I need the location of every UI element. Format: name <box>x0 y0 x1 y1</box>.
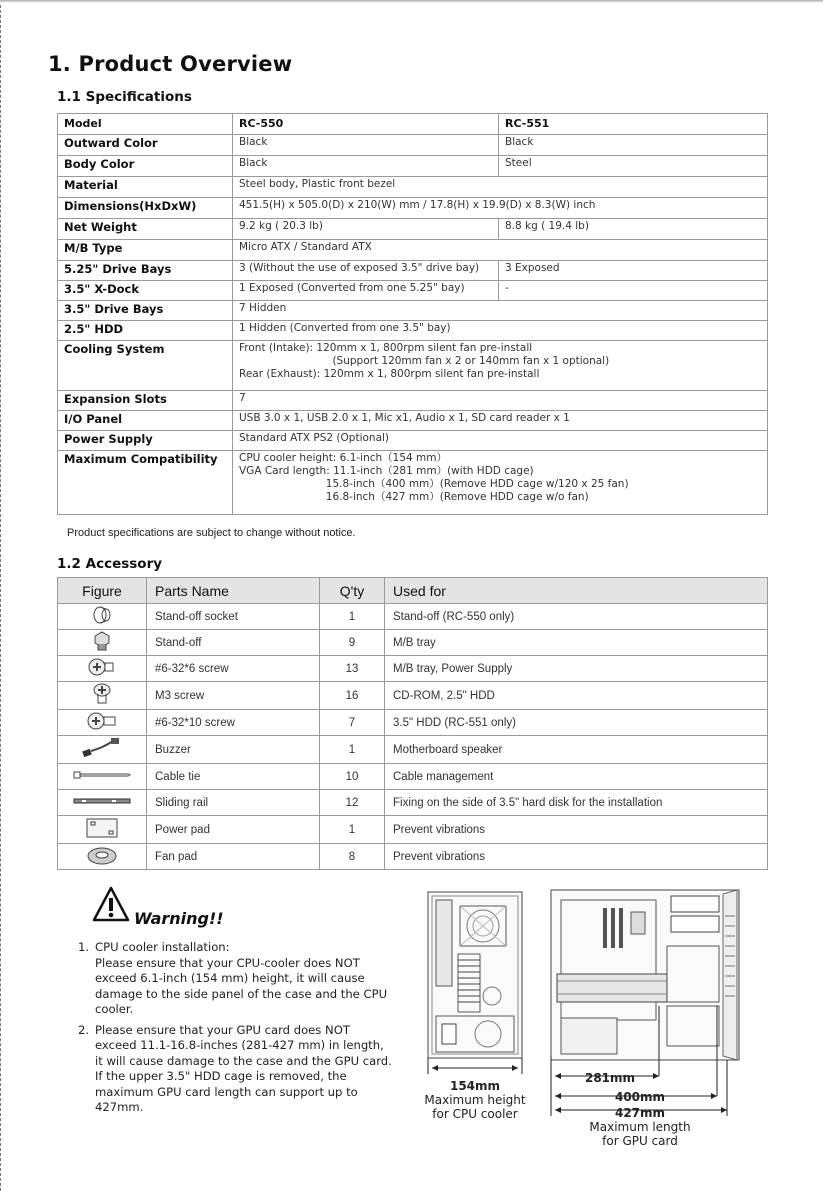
part-use: M/B tray <box>385 630 768 656</box>
case-rear-view-diagram <box>420 888 530 1078</box>
spec-label: 3.5" X-Dock <box>58 281 233 301</box>
col-figure: Figure <box>58 578 147 604</box>
part-name: Stand-off socket <box>147 604 320 630</box>
table-row <box>58 816 768 844</box>
part-qty: 7 <box>320 710 385 736</box>
spec-value: Front (Intake): 120mm x 1, 800rpm silent fan pre-install (Support 120mm fan x 2 or 140mm fan x 1 optional) Rear (Exhaust): 120mm x 1, 800rpm silent fan pre-install <box>233 341 768 391</box>
warning-icon <box>92 886 130 922</box>
spec-row <box>58 321 768 341</box>
spec-value: 7 Hidden <box>233 301 768 321</box>
side-dimension-label <box>580 1106 700 1148</box>
warning-item <box>78 940 393 1018</box>
top-rule <box>0 0 823 3</box>
spec-value: Steel body, Plastic front bezel <box>233 177 768 198</box>
warning-item-number: 2. <box>78 1022 90 1037</box>
spec-row <box>58 281 768 301</box>
accessory-header-row <box>58 578 768 604</box>
spec-label: Body Color <box>58 156 233 177</box>
side-caption-line1: Maximum length <box>589 1120 691 1134</box>
spec-row <box>58 431 768 451</box>
spec-row <box>58 341 768 391</box>
cable-tie-icon <box>72 769 132 781</box>
spec-row <box>58 156 768 177</box>
spec-label: Cooling System <box>58 341 233 391</box>
col-used-for: Used for <box>385 578 768 604</box>
table-row <box>58 736 768 764</box>
warning-item-text: Please ensure that your GPU card does NOT exceed 11.1-16.8-inches (281-427 mm) in length, it will cause damage to the case and the GPU card. If the upper 3.5" HDD cage is removed, the maximum GPU card length can support up to 427mm. <box>95 1022 392 1114</box>
table-row <box>58 844 768 870</box>
rear-dimension-label <box>405 1079 545 1121</box>
spec-header-col1: RC-550 <box>233 114 499 135</box>
part-use: Fixing on the side of 3.5" hard disk for the installation <box>385 790 768 816</box>
part-use: Cable management <box>385 764 768 790</box>
spec-value: Black <box>233 135 499 156</box>
side-dim-3: 427mm <box>614 1106 666 1120</box>
part-name: Buzzer <box>147 736 320 764</box>
part-use: 3.5" HDD (RC-551 only) <box>385 710 768 736</box>
part-qty: 13 <box>320 656 385 682</box>
table-row <box>58 710 768 736</box>
m3-screw-icon <box>90 682 114 706</box>
part-qty: 1 <box>320 816 385 844</box>
spec-value: 3 Exposed <box>499 261 768 281</box>
side-dim-1: 281mm <box>584 1071 636 1085</box>
fan-pad-icon <box>85 844 119 866</box>
specifications-heading: 1.1 Specifications <box>57 89 192 105</box>
rear-dim: 154mm <box>449 1079 501 1093</box>
table-row <box>58 790 768 816</box>
power-pad-icon <box>83 816 121 840</box>
spec-label: Expansion Slots <box>58 391 233 411</box>
spec-value: 9.2 kg ( 20.3 lb) <box>233 219 499 240</box>
buzzer-icon <box>79 736 125 760</box>
spec-row <box>58 451 768 515</box>
spec-row <box>58 219 768 240</box>
page-edge <box>0 0 1 1191</box>
table-row <box>58 764 768 790</box>
warning-item-detail: Please ensure that your CPU-cooler does NOT exceed 6.1-inch (154 mm) height, it will cause damage to the side panel of the case and the CPU cooler. <box>95 955 388 1016</box>
part-qty: 16 <box>320 682 385 710</box>
part-name: Sliding rail <box>147 790 320 816</box>
part-name: Power pad <box>147 816 320 844</box>
spec-value: Black <box>499 135 768 156</box>
spec-note: Product specifications are subject to change without notice. <box>67 527 356 539</box>
spec-value: 1 Exposed (Converted from one 5.25" bay) <box>233 281 499 301</box>
part-name: Stand-off <box>147 630 320 656</box>
part-name: Fan pad <box>147 844 320 870</box>
part-name: #6-32*10 screw <box>147 710 320 736</box>
spec-row <box>58 198 768 219</box>
accessory-table <box>57 577 768 870</box>
part-name: #6-32*6 screw <box>147 656 320 682</box>
spec-value: Steel <box>499 156 768 177</box>
spec-value: Standard ATX PS2 (Optional) <box>233 431 768 451</box>
spec-row <box>58 391 768 411</box>
screw-632-6-icon <box>86 656 118 678</box>
spec-row <box>58 411 768 431</box>
spec-value: CPU cooler height: 6.1-inch（154 mm） VGA Card length: 11.1-inch（281 mm）(with HDD cage) 15.8-inch（400 mm）(Remove HDD cage w/120 x 25 fan) 16.8-inch（427 mm）(Remove HDD cage w/o fan) <box>233 451 768 515</box>
table-row <box>58 604 768 630</box>
spec-header-row <box>58 114 768 135</box>
spec-label: 3.5" Drive Bays <box>58 301 233 321</box>
spec-row <box>58 177 768 198</box>
warning-item-number: 1. <box>78 940 90 954</box>
table-row <box>58 656 768 682</box>
spec-row <box>58 261 768 281</box>
spec-row <box>58 135 768 156</box>
col-qty: Q'ty <box>320 578 385 604</box>
spec-label: 2.5" HDD <box>58 321 233 341</box>
spec-value: 8.8 kg ( 19.4 lb) <box>499 219 768 240</box>
spec-value: - <box>499 281 768 301</box>
spec-label: 5.25" Drive Bays <box>58 261 233 281</box>
spec-row <box>58 240 768 261</box>
accessory-heading: 1.2 Accessory <box>57 556 163 572</box>
spec-value: Black <box>233 156 499 177</box>
warning-list <box>78 940 393 1121</box>
spec-value: Micro ATX / Standard ATX <box>233 240 768 261</box>
spec-header-col2: RC-551 <box>499 114 768 135</box>
part-use: Motherboard speaker <box>385 736 768 764</box>
spec-label: Net Weight <box>58 219 233 240</box>
spec-value: 451.5(H) x 505.0(D) x 210(W) mm / 17.8(H) x 19.9(D) x 8.3(W) inch <box>233 198 768 219</box>
table-row <box>58 630 768 656</box>
part-qty: 1 <box>320 736 385 764</box>
part-use: Prevent vibrations <box>385 844 768 870</box>
spec-row <box>58 301 768 321</box>
table-row <box>58 682 768 710</box>
rear-caption-line2: for CPU cooler <box>432 1107 518 1121</box>
spec-label: Maximum Compatibility <box>58 451 233 515</box>
side-dim-2: 400mm <box>614 1090 666 1104</box>
spec-label: M/B Type <box>58 240 233 261</box>
spec-label: Outward Color <box>58 135 233 156</box>
screw-632-10-icon <box>85 710 119 732</box>
col-parts-name: Parts Name <box>147 578 320 604</box>
part-qty: 1 <box>320 604 385 630</box>
spec-header-label: Model <box>58 114 233 135</box>
spec-value: 7 <box>233 391 768 411</box>
spec-label: I/O Panel <box>58 411 233 431</box>
spec-value: USB 3.0 x 1, USB 2.0 x 1, Mic x1, Audio x 1, SD card reader x 1 <box>233 411 768 431</box>
standoff-icon <box>87 630 117 652</box>
warning-item-text: CPU cooler installation: <box>95 940 230 954</box>
spec-label: Dimensions(HxDxW) <box>58 198 233 219</box>
page-title: 1. Product Overview <box>48 52 293 76</box>
spec-label: Material <box>58 177 233 198</box>
specifications-table <box>57 113 768 515</box>
part-use: Stand-off (RC-550 only) <box>385 604 768 630</box>
part-use: M/B tray, Power Supply <box>385 656 768 682</box>
part-qty: 8 <box>320 844 385 870</box>
warning-title: Warning!! <box>134 909 224 928</box>
part-qty: 10 <box>320 764 385 790</box>
sliding-rail-icon <box>72 796 132 806</box>
rear-caption-line1: Maximum height <box>424 1093 526 1107</box>
spec-value: 1 Hidden (Converted from one 3.5" bay) <box>233 321 768 341</box>
warning-item <box>78 1023 393 1116</box>
part-qty: 12 <box>320 790 385 816</box>
part-qty: 9 <box>320 630 385 656</box>
spec-value: 3 (Without the use of exposed 3.5" drive bay) <box>233 261 499 281</box>
standoff-socket-icon <box>87 605 117 625</box>
side-caption-line2: for GPU card <box>602 1134 678 1148</box>
part-name: Cable tie <box>147 764 320 790</box>
part-name: M3 screw <box>147 682 320 710</box>
part-use: CD-ROM, 2.5" HDD <box>385 682 768 710</box>
part-use: Prevent vibrations <box>385 816 768 844</box>
spec-label: Power Supply <box>58 431 233 451</box>
